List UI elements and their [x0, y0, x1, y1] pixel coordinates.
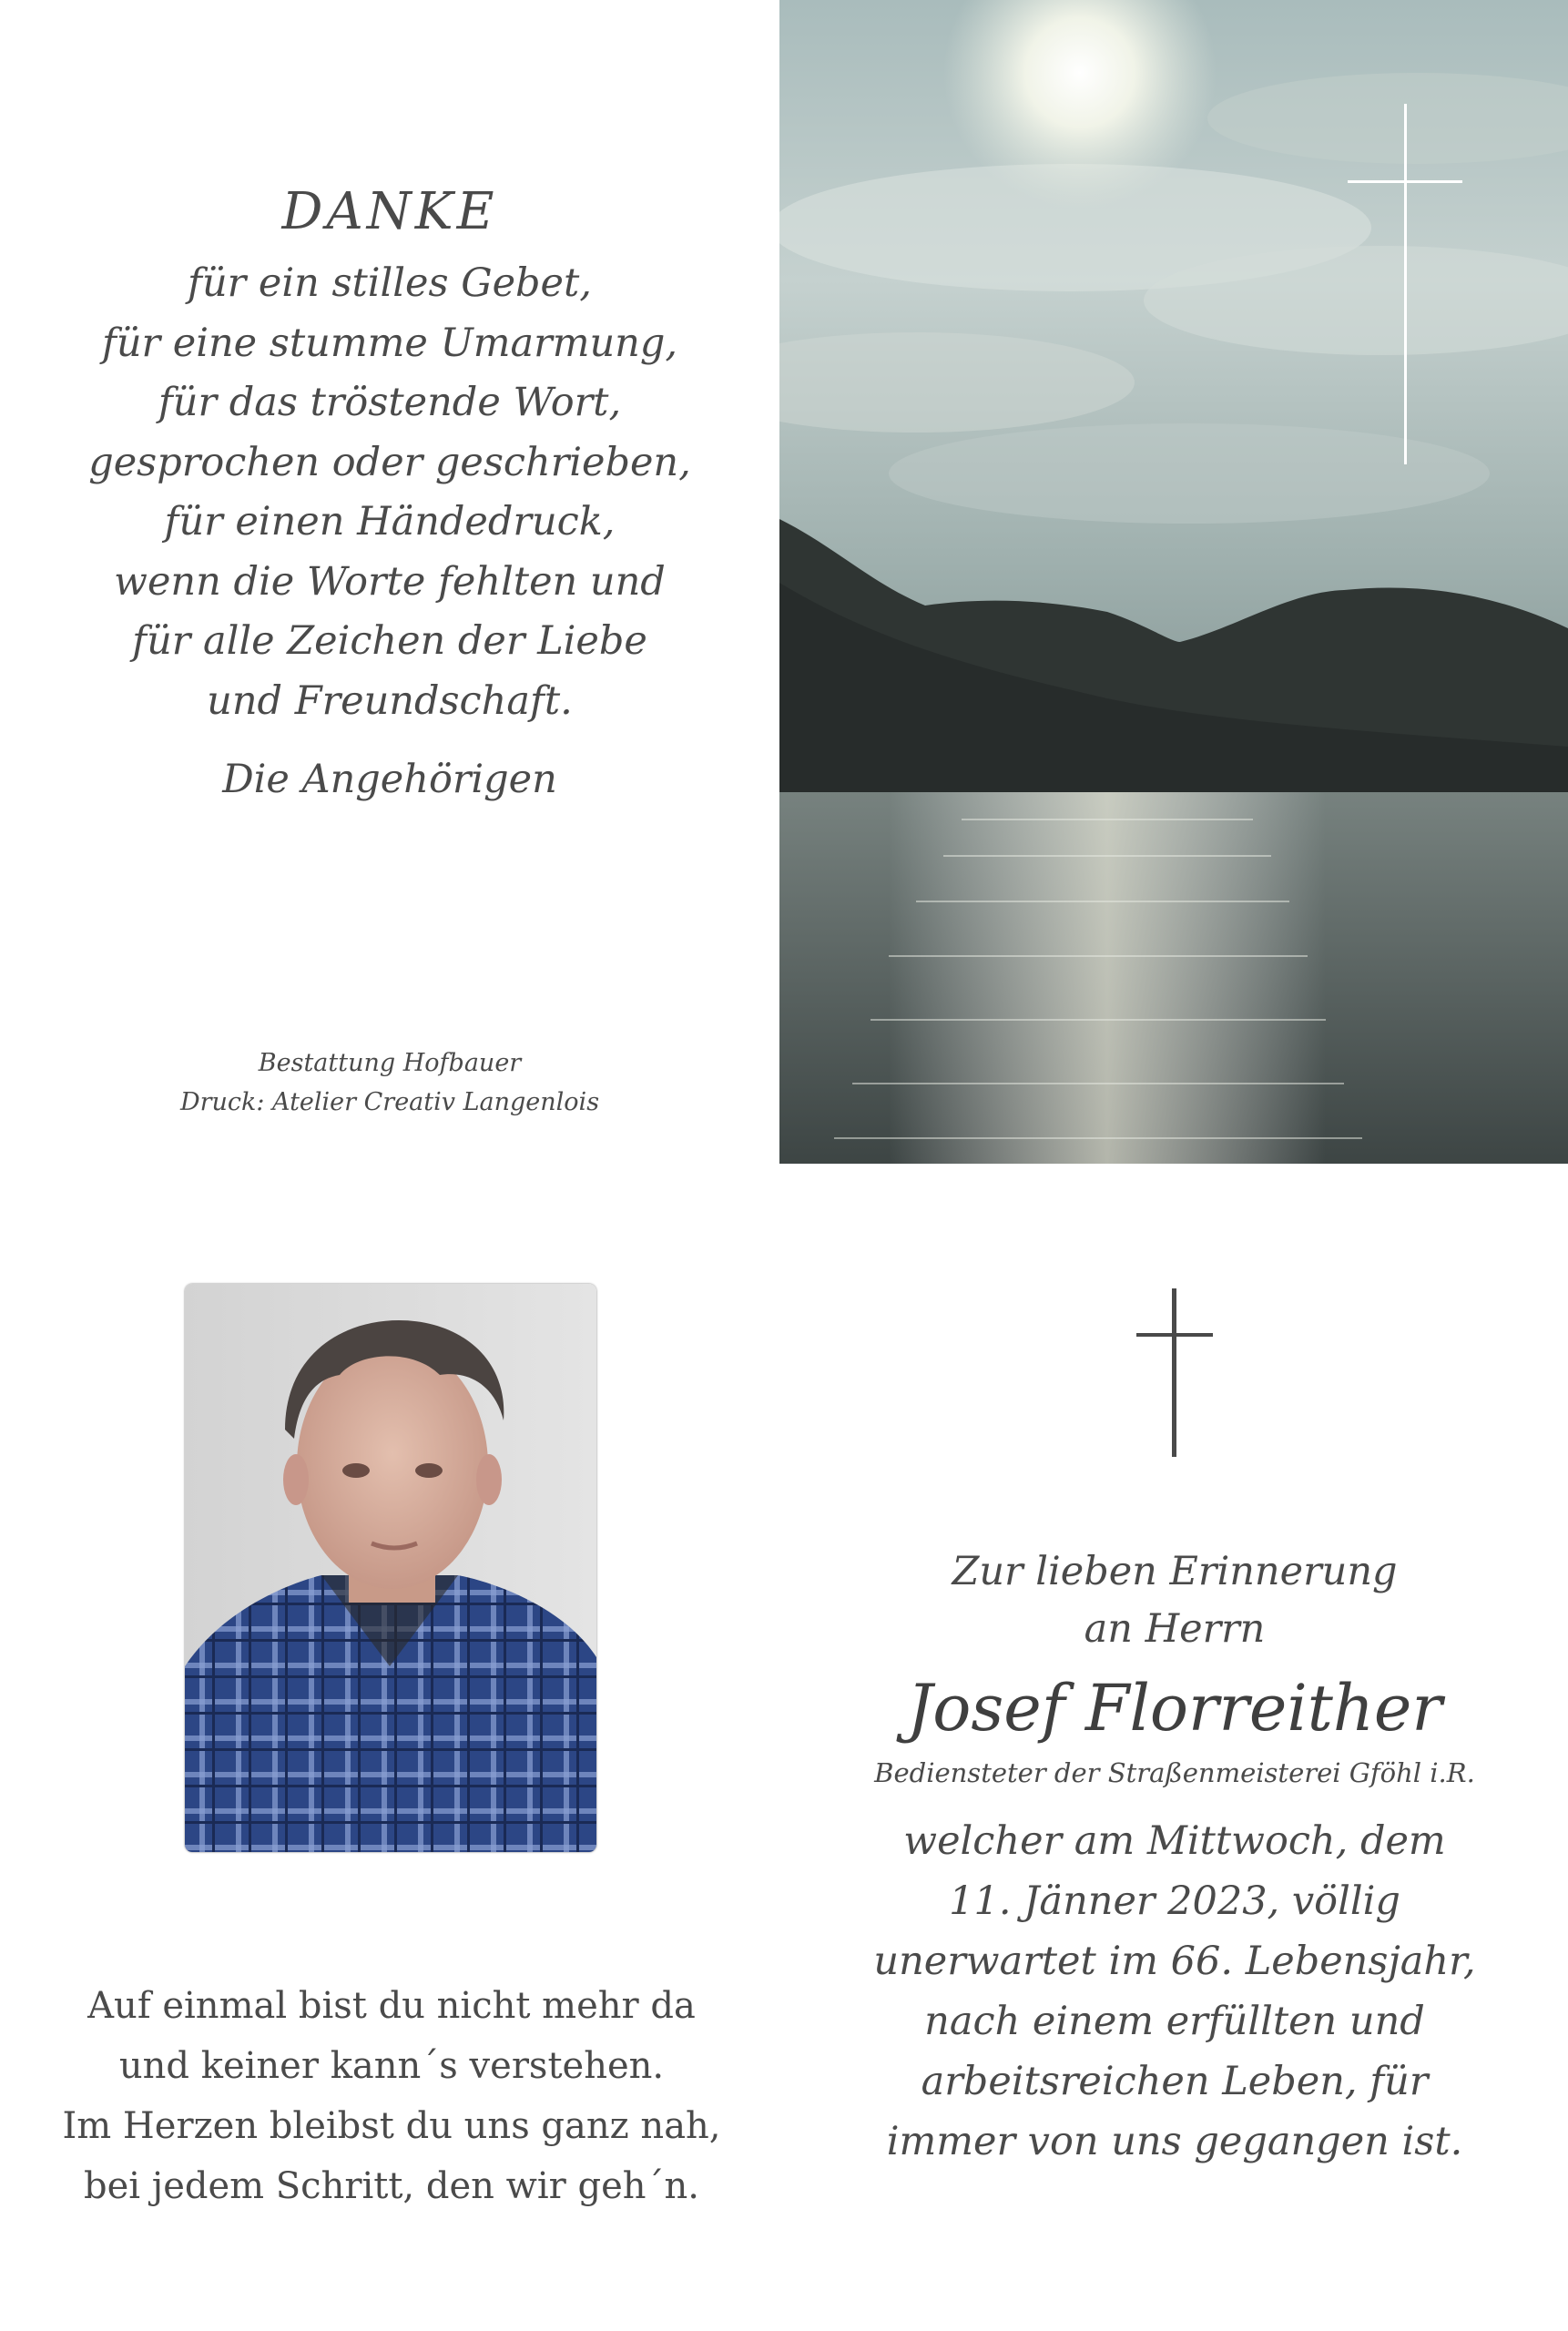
memorial-line: nach einem erfüllten und [924, 1999, 1425, 2044]
poem-line: Im Herzen bleibst du uns ganz nah, [62, 2105, 721, 2147]
thanks-signature: Die Angehörigen [222, 757, 557, 802]
poem [0, 1976, 783, 2216]
portrait-photo [185, 1284, 596, 1852]
thanks-line: für ein stilles Gebet, [188, 260, 592, 306]
poem-line: und keiner kann´s verstehen. [118, 2045, 665, 2087]
memorial-intro-2: an Herrn [1084, 1606, 1266, 1652]
memorial-section [856, 1543, 1493, 2172]
memorial-text [856, 1811, 1493, 2172]
thanks-line: wenn die Worte fehlten und [114, 558, 666, 605]
thanks-title: DANKE [281, 182, 498, 241]
credits [0, 1043, 779, 1122]
thanks-line: gesprochen oder geschrieben, [88, 439, 691, 485]
thanks-line: für das tröstende Wort, [158, 380, 622, 425]
funeral-home: Bestattung Hofbauer [258, 1049, 522, 1077]
thanks-line: für eine stumme Umarmung, [101, 320, 678, 366]
thanks-line: für alle Zeichen der Liebe [132, 618, 647, 664]
deceased-occupation: Bediensteter der Straßenmeisterei Gföhl i.R. [874, 1757, 1475, 1788]
memorial-line: 11. Jänner 2023, völlig [949, 1878, 1400, 1924]
thanks-line: und Freundschaft. [207, 677, 573, 724]
memorial-line: immer von uns gegangen ist. [886, 2119, 1463, 2164]
thank-you-section [0, 182, 779, 802]
deceased-name: Josef Florreither [907, 1671, 1442, 1746]
memorial-line: welcher am Mittwoch, dem [903, 1818, 1446, 1864]
memorial-line: arbeitsreichen Leben, für [921, 2059, 1429, 2104]
printer: Druck: Atelier Creativ Langenlois [179, 1088, 600, 1116]
thanks-text [0, 254, 779, 731]
thanks-line: für einen Händedruck, [164, 499, 616, 545]
poem-line: Auf einmal bist du nicht mehr da [87, 1985, 696, 2027]
cross-icon [1129, 1284, 1220, 1461]
poem-line: bei jedem Schritt, den wir geh´n. [84, 2165, 699, 2207]
landscape-photo [779, 0, 1568, 1164]
memorial-intro: Zur lieben Erinnerung [952, 1549, 1398, 1594]
memorial-line: unerwartet im 66. Lebensjahr, [873, 1939, 1476, 1984]
